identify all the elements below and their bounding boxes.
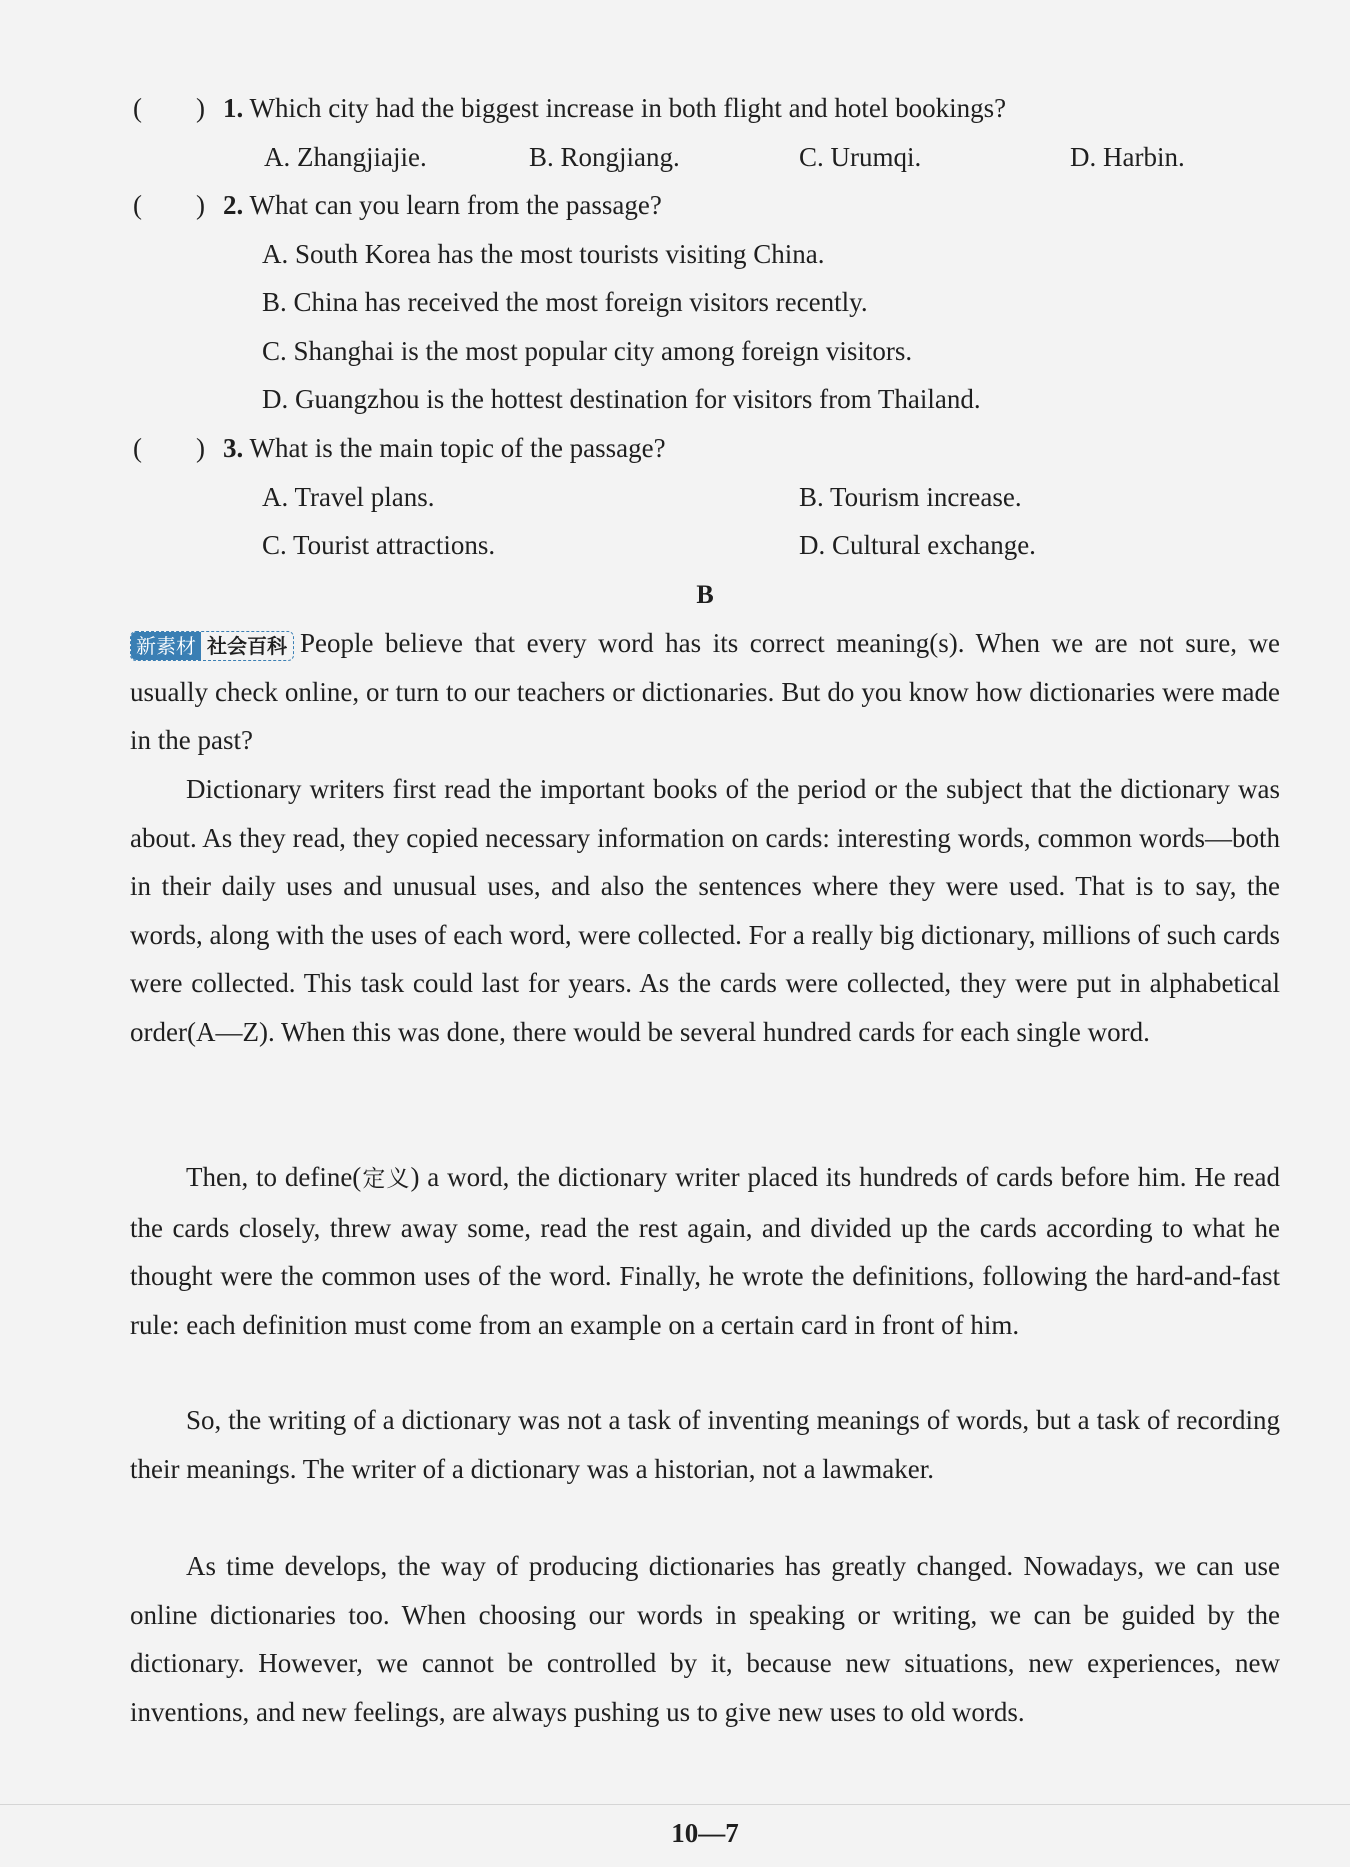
answer-blank[interactable]: ( )	[133, 190, 205, 220]
answer-blank[interactable]: ( )	[133, 433, 205, 463]
passage-paragraph-4: So, the writing of a dictionary was not a task of inventing meanings of words, but a task of recording their meanings. The writer of a dictionary was a historian, not a lawmaker.	[130, 1405, 1280, 1484]
option-b: B. Rongjiang.	[529, 142, 680, 172]
question-number: 3.	[223, 433, 244, 463]
question-3	[133, 431, 666, 465]
question-stem: What is the main topic of the passage?	[249, 433, 666, 463]
material-badge	[130, 631, 294, 661]
passage-paragraph-5: As time develops, the way of producing dictionaries has greatly changed. Nowadays, we can use online dictionaries too. When choosing our words in speaking or writing, we can be guided by the dictionary. However, we cannot be controlled by it, because new situations, new experiences, new inventions, and new feelings, are always pushing us to give new uses to old words.	[130, 1551, 1280, 1727]
question-stem: Which city had the biggest increase in both flight and hotel bookings?	[249, 93, 1007, 123]
badge-category: 社会百科	[207, 633, 287, 658]
p3-chinese-gloss: 定义	[361, 1166, 411, 1192]
p3-text-b: ) a word, the dictionary writer placed its hundreds of cards before him. He read the cards closely, threw away some, read the rest again, and divided up the cards according to what he thought were the common uses of the word. Finally, he wrote the definitions, following the hard-and-fast rule: each definition must come from an example on a certain card in front of him.	[130, 1162, 1281, 1340]
passage-paragraph-2: Dictionary writers first read the important books of the period or the subject that the dictionary was about. As they read, they copied necessary information on cards: interesting words, common words—both in their daily uses and unusual uses, and also the sentences where they were used. That is to say, the words, along with the uses of each word, were collected. For a really big dictionary, millions of such cards were collected. This task could last for years. As the cards were collected, they were put in alphabetical order(A—Z). When this was done, there would be several hundred cards for each single word.	[130, 774, 1280, 1047]
p3-text-a: Then, to define(	[186, 1162, 362, 1192]
passage-intro	[130, 619, 1280, 765]
question-number: 1.	[223, 93, 244, 123]
question-stem: What can you learn from the passage?	[249, 190, 662, 220]
option-d: D. Harbin.	[1070, 142, 1185, 172]
intro-text: People believe that every word has its correct meaning(s). When we are not sure, we usually check online, or turn to our teachers or dictionaries. But do you know how dictionaries were made in the past?	[130, 628, 1280, 755]
option-b: B. China has received the most foreign visitors recently.	[262, 287, 868, 317]
option-a: A. Zhangjiajie.	[264, 142, 427, 172]
footer-divider	[0, 1804, 1350, 1805]
option-c: C. Shanghai is the most popular city among foreign visitors.	[262, 336, 913, 366]
option-c: C. Urumqi.	[799, 142, 922, 172]
option-b: B. Tourism increase.	[799, 482, 1022, 512]
badge-new-material: 新素材	[131, 632, 201, 660]
option-d: D. Guangzhou is the hottest destination for visitors from Thailand.	[262, 384, 981, 414]
question-number: 2.	[223, 190, 244, 220]
question-1	[133, 91, 1006, 125]
question-2	[133, 188, 662, 222]
passage-paragraph-3	[130, 1153, 1280, 1349]
option-a: A. Travel plans.	[262, 482, 435, 512]
section-title: B	[696, 580, 714, 609]
option-a: A. South Korea has the most tourists visiting China.	[262, 239, 825, 269]
option-d: D. Cultural exchange.	[799, 530, 1036, 560]
option-c: C. Tourist attractions.	[262, 530, 496, 560]
page-number: 10—7	[671, 1818, 739, 1848]
answer-blank[interactable]: ( )	[133, 93, 205, 123]
